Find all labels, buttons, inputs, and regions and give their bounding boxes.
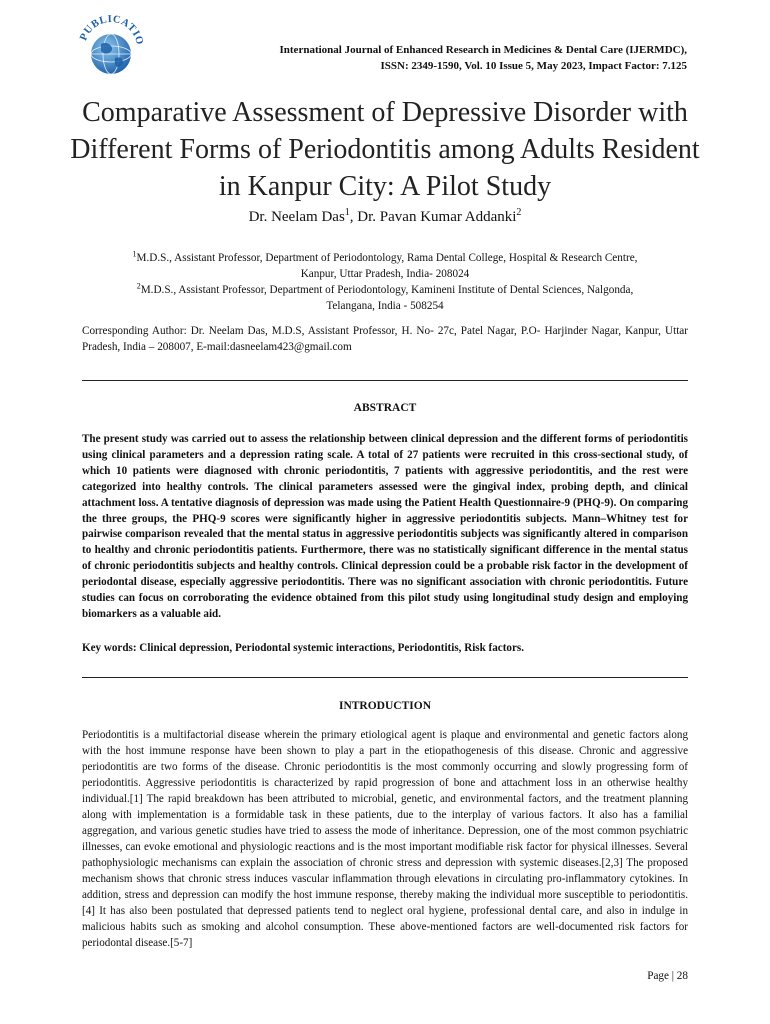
journal-header bbox=[160, 42, 687, 74]
author-name: Dr. Pavan Kumar Addanki bbox=[357, 209, 517, 225]
journal-name: International Journal of Enhanced Research in Medicines & Dental Care (IJERMDC), bbox=[279, 44, 687, 56]
author-affiliation-marker: 1 bbox=[344, 207, 350, 218]
introduction-body: Periodontitis is a multifactorial disease wherein the primary etiological agent is plaque and environmental and genetic factors along with the host immune response have been shown to play a part in the etiopathogenesis of this disease. Chronic and aggressive periodontitis are two forms of the disease. Chronic periodontitis is the most commonly occurring and slowly progressing form of periodontitis. Aggressive periodontitis is characterized by rapid progression of bone and attachment loss in an otherwise healthy individual.[1] The rapid breakdown has been attributed to microbial, genetic, and environmental factors, and the treatment planning along with implementation is a formidable task in these patients, due to the interplay of various factors. It also has a familial aggregation, and various genetic studies have tried to assess the mode of inheritance. Depression, one of the most common psychiatric illnesses, can evoke emotional and physiologic reactions and is the most important modifiable risk factor for physical illnesses. Several pathophysiologic mechanisms can explain the association of chronic stress and depression with systemic diseases.[2,3] The proposed mechanism shows that chronic stress induces vascular inflammation through elevations in circulating pro-inflammatory cytokines. In addition, stress and depression can modify the host immune response, thereby making the individual more susceptible to periodontitis.[4] It has also been postulated that depressed patients tend to neglect oral hygiene, professional dental care, and also in indulge in malicious habits such as smoking and alcohol consumption. These above-mentioned factors are well-documented risk factors for periodontal disease.[5-7] bbox=[82, 729, 688, 949]
affiliation-line: M.D.S., Assistant Professor, Department of Periodontology, Rama Dental College, Hospital & Research Centre, bbox=[136, 252, 638, 264]
introduction-heading: INTRODUCTION bbox=[338, 700, 431, 712]
author-list bbox=[82, 207, 688, 227]
page-number: Page | 28 bbox=[647, 970, 688, 982]
abstract-body: The present study was carried out to assess the relationship between clinical depression and the different forms of periodontitis using clinical parameters and a depression rating scale. A total of 27 patients were recruited in this cross-sectional study, of which 10 patients were diagnosed with chronic periodontitis, 7 patients with aggressive periodontitis, and the rest were categorized into healthy controls. The clinical parameters assessed were the gingival index, probing depth, and clinical attachment loss. A tentative diagnosis of depression was made using the Patient Health Questionnaire-9 (PHQ-9). On comparing the three groups, the PHQ-9 scores were significantly higher in aggressive periodontitis subjects. Mann–Whitney test for pairwise comparison revealed that the mental status in aggressive periodontitis subjects was significantly altered in comparison to healthy and chronic periodontitis patients. Furthermore, there was no statistically significant difference in the mental status of chronic periodontitis subjects and healthy controls. Clinical depression could be a probable risk factor in the development of periodontal disease, especially aggressive periodontitis. There was no significant association with chronic periodontitis. Future studies can focus on corroborating the evidence obtained from this pilot study using longitudinal study design and employing biomarkers as a valuable aid. bbox=[82, 433, 688, 620]
corresponding-author: Corresponding Author: Dr. Neelam Das, M.D.S, Assistant Professor, H. No- 27c, Patel Nagar, P.O- Harjinder Nagar, Kanpur, Uttar Pradesh, India – 208007, E-mail:dasneelam423@gmail.com bbox=[82, 325, 688, 353]
affiliation-line: Telangana, India - 508254 bbox=[326, 300, 444, 312]
author-separator: , bbox=[349, 209, 358, 225]
journal-issue-info: ISSN: 2349-1590, Vol. 10 Issue 5, May 2023, Impact Factor: 7.125 bbox=[380, 60, 687, 72]
keywords: Key words: Clinical depression, Periodontal systemic interactions, Periodontitis, Risk factors. bbox=[82, 642, 524, 654]
section-divider bbox=[82, 380, 688, 381]
section-divider bbox=[82, 677, 688, 678]
author-name: Dr. Neelam Das bbox=[248, 209, 345, 225]
svg-text:ER PUBLICATIONS: PUBLICATIO bbox=[78, 13, 145, 47]
globe-icon bbox=[73, 8, 149, 84]
author-affiliation-marker: 2 bbox=[516, 207, 522, 218]
affiliation-line: M.D.S., Assistant Professor, Department of Periodontology, Kamineni Institute of Dental Sciences, Nalgonda, bbox=[140, 284, 634, 296]
publisher-logo bbox=[73, 8, 149, 84]
affiliation-marker: 2 bbox=[136, 281, 141, 291]
affiliation-line: Kanpur, Uttar Pradesh, India- 208024 bbox=[300, 268, 470, 280]
affiliation-1 bbox=[82, 250, 688, 282]
paper-title: Comparative Assessment of Depressive Disorder with Different Forms of Periodontitis among Adults Resident in Kanpur City: A Pilot Study bbox=[70, 97, 700, 202]
affiliation-marker: 1 bbox=[132, 249, 137, 259]
affiliation-2 bbox=[82, 282, 688, 314]
abstract-heading: ABSTRACT bbox=[353, 402, 417, 414]
